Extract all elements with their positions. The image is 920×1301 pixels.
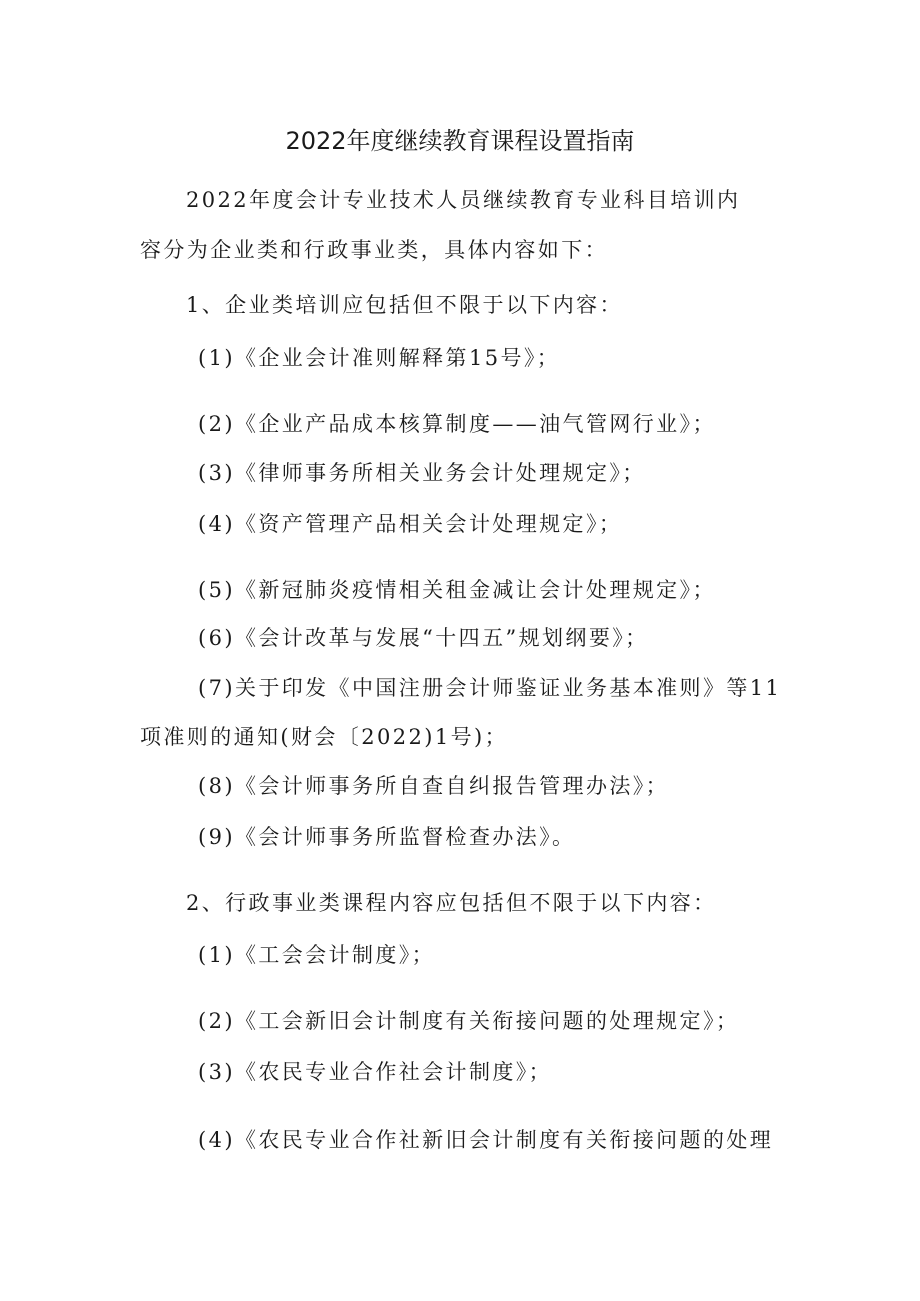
enterprise-item-6: (6)《会计改革与发展“十四五”规划纲要》； <box>198 626 649 650</box>
document-title: 2022年度继续教育课程设置指南 <box>285 127 635 155</box>
intro-line-2: 容分为企业类和行政事业类，具体内容如下： <box>140 238 608 262</box>
section-heading-administrative: 2、行政事业类课程内容应包括但不限于以下内容： <box>186 891 717 915</box>
administrative-item-3: (3)《农民专业合作社会计制度》； <box>198 1060 553 1084</box>
administrative-item-1: (1)《工会会计制度》； <box>198 943 436 967</box>
section-heading-enterprise: 1、企业类培训应包括但不限于以下内容： <box>186 293 623 317</box>
enterprise-item-3: (3)《律师事务所相关业务会计处理规定》； <box>198 461 646 485</box>
enterprise-item-7: (7)关于印发《中国注册会计师鉴证业务基本准则》等11 <box>198 676 782 700</box>
enterprise-item-2: (2)《企业产品成本核算制度——油气管网行业》； <box>198 412 716 436</box>
intro-line-1: 2022年度会计专业技术人员继续教育专业科目培训内 <box>186 188 741 212</box>
enterprise-item-5: (5)《新冠肺炎疫情相关租金减让会计处理规定》； <box>198 578 716 602</box>
enterprise-item-4: (4)《资产管理产品相关会计处理规定》； <box>198 512 623 536</box>
administrative-item-4: (4)《农民专业合作社新旧会计制度有关衔接问题的处理 <box>198 1128 774 1152</box>
enterprise-item-9: (9)《会计师事务所监督检查办法》。 <box>198 825 576 849</box>
administrative-item-2: (2)《工会新旧会计制度有关衔接问题的处理规定》； <box>198 1009 740 1033</box>
enterprise-item-7-cont: 项准则的通知(财会〔2022)1号)； <box>140 725 508 749</box>
enterprise-item-8: (8)《会计师事务所自查自纠报告管理办法》； <box>198 774 670 798</box>
enterprise-item-1: (1)《企业会计准则解释第15号》； <box>198 346 561 370</box>
